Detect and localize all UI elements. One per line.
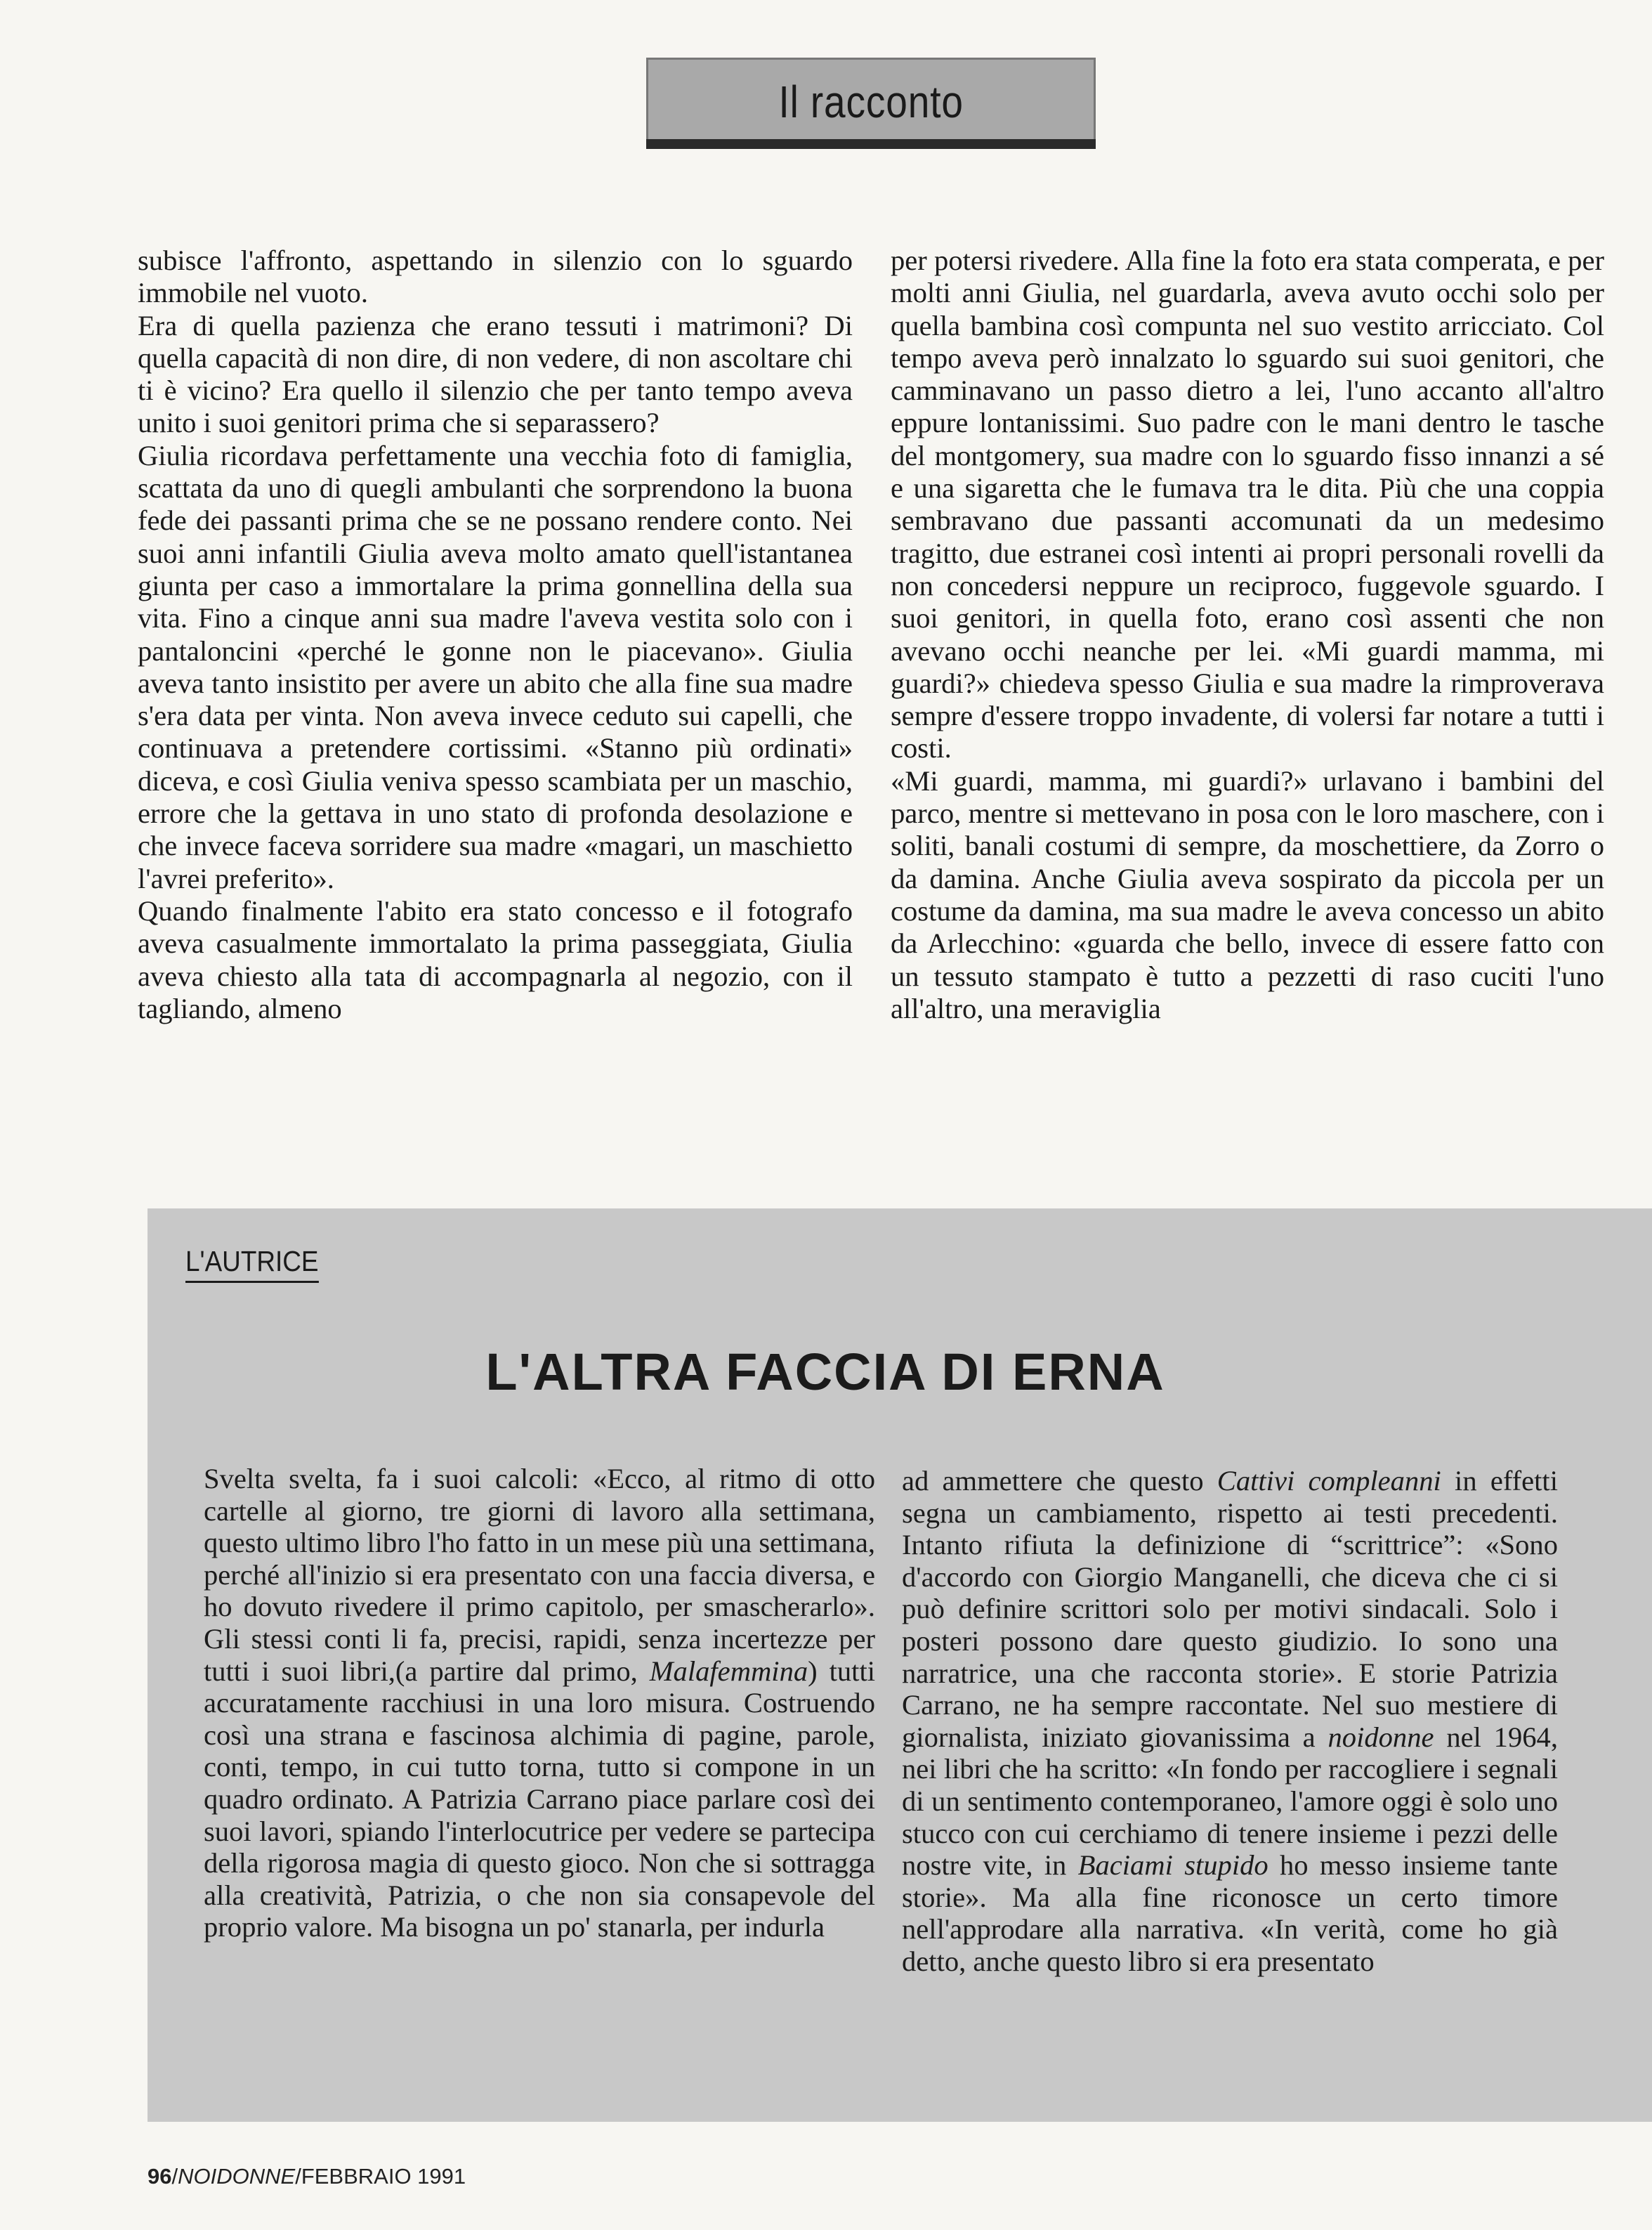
sidebar-text: ) tutti accuratamente racchiusi in una loro misura. Costruendo così una strana e fascinosa alchimia di pagine, parole, conti, tempo, in cui tutto torna, tutto si compone in un quadro ordinato. A Patrizia Carrano piace parlare così dei suoi lavori, spiando l'interlocutrice per vedere se partecipa della rigorosa magia di questo gioco. Non che si sottragga alla creatività, Patrizia, o che non sia consapevole del proprio valore. Ma bisogna un po' stanarla, per indurla <box>204 1655 875 1943</box>
sidebar-title: L'ALTRA FACCIA DI ERNA <box>485 1343 1165 1401</box>
sidebar-paragraph <box>204 1463 875 1943</box>
book-title: Baciami stupido <box>1077 1849 1268 1882</box>
story-paragraph: subisce l'affronto, aspettando in silenzio con lo sguardo immobile nel vuoto. <box>138 244 853 309</box>
sidebar-kicker: L'AUTRICE <box>185 1245 319 1283</box>
story-column-left <box>138 244 853 1025</box>
sidebar-paragraph <box>902 1465 1558 1978</box>
sidebar-text: Svelta svelta, fa i suoi calcoli: «Ecco, al ritmo di otto cartelle al giorno, tre giorni di lavoro alla settimana, questo ultimo libro l'ho fatto in un mese più una settimana, perché all'inizio si era presentato con una faccia diversa, e ho dovuto rivedere il primo capitolo, per smascherarlo». Gli stessi conti li fa, precisi, rapidi, senza incertezze per tutti i suoi libri,(a partire dal primo, <box>204 1463 875 1687</box>
story-paragraph: Quando finalmente l'abito era stato concesso e il fotografo aveva casualmente immortalato la prima passeggiata, Giulia aveva chiesto alla tata di accompagnarla al negozio, con il tagliando, almeno <box>138 894 853 1024</box>
book-title: Cattivi compleanni <box>1217 1465 1441 1497</box>
story-paragraph: Giulia ricordava perfettamente una vecchia foto di famiglia, scattata da uno di quegli ambulanti che sorprendono la buona fede dei passanti prima che se ne possano rendere conto. Nei suoi anni infantili Giulia aveva molto amato quell'istantanea giunta per caso a immortalare la prima gonnellina della sua vita. Fino a cinque anni sua madre l'aveva vestita solo con i pantaloncini «perché le gonne non le piacevano». Giulia aveva tanto insistito per avere un abito che alla fine sua madre s'era data per vinta. Non aveva invece ceduto sui capelli, che continuava a pretendere cortissimi. «Stanno più ordinati» diceva, e così Giulia veniva spesso scambiata per un maschio, errore che la gettava in uno stato di profonda desolazione e che invece faceva sorridere sua madre «magari, un maschietto l'avrei preferito». <box>138 439 853 894</box>
magazine-title: NOIDONNE <box>178 2164 296 2189</box>
issue-date: FEBBRAIO 1991 <box>301 2164 466 2189</box>
section-title: Il racconto <box>778 76 964 127</box>
magazine-name: noidonne <box>1328 1721 1434 1753</box>
sidebar-text: in effetti segna un cambiamento, rispetto ai testi precedenti. Intanto rifiuta la definizione di “scrittrice”: «Sono d'accordo con Giorgio Manganelli, che diceva che ci si può definire scrittori solo per motivi sindacali. Solo i posteri possono dare questo giudizio. Io sono una narratrice, una che racconta storie». E storie Patrizia Carrano, ne ha sempre raccontate. Nel suo mestiere di giornalista, iniziato giovanissima a <box>902 1465 1558 1753</box>
section-header <box>646 58 1096 143</box>
book-title: Malafemmina <box>649 1655 808 1687</box>
story-paragraph: per potersi rivedere. Alla fine la foto era stata comperata, e per molti anni Giulia, nel guardarla, aveva avuto occhi solo per quella bambina così compunta nel suo vestito arricciato. Col tempo aveva però innalzato lo sguardo sui suoi genitori, che camminavano un passo dietro a lei, l'uno accanto all'altro eppure lontanissimi. Suo padre con le mani dentro le tasche del montgomery, sua madre con lo sguardo fisso innanzi a sé e una sigaretta che le fumava tra le dita. Più che una coppia sembravano due passanti accomunati da un medesimo tragitto, due estranei così intenti ai propri personali rovelli da non concedersi neppure un reciproco, fuggevole sguardo. I suoi genitori, in quella foto, erano così assenti che non avevano occhi neanche per lei. «Mi guardi mamma, mi guardi?» chiedeva spesso Giulia e sua madre la rimproverava sempre d'essere troppo invadente, di volersi far notare a tutti i costi. <box>891 244 1604 764</box>
sidebar-column-right <box>902 1465 1558 1978</box>
page-footer: 96/NOIDONNE/FEBBRAIO 1991 <box>148 2164 466 2189</box>
story-column-right <box>891 244 1604 1025</box>
author-sidebar <box>148 1208 1652 2122</box>
sidebar-text: nel 1964, nei libri che ha scritto: «In fondo per raccogliere i segnali di un sentimento contemporaneo, l'amore oggi è solo uno stucco con cui cerchiamo di tenere insieme i pezzi delle nostre vite, in <box>902 1721 1558 1882</box>
sidebar-text: ad ammettere che questo <box>902 1465 1217 1497</box>
page-number: 96 <box>148 2164 172 2189</box>
section-header-rule <box>646 139 1096 149</box>
story-paragraph: Era di quella pazienza che erano tessuti i matrimoni? Di quella capacità di non dire, di non vedere, di non ascoltare chi ti è vicino? Era quello il silenzio che per tanto tempo aveva unito i suoi genitori prima che si separassero? <box>138 309 853 439</box>
sidebar-column-left <box>204 1463 875 1943</box>
sidebar-text: ho messo insieme tante storie». Ma alla fine riconosce un certo timore nell'approdare alla narrativa. «In verità, come ho già detto, anche questo libro si era presentato <box>902 1849 1559 1977</box>
story-paragraph: «Mi guardi, mamma, mi guardi?» urlavano i bambini del parco, mentre si mettevano in posa con le loro maschere, con i soliti, banali costumi di sempre, da moschettiere, da Zorro o da damina. Anche Giulia aveva sospirato da piccola per un costume da damina, ma sua madre le aveva concesso un abito da Arlecchino: «guarda che bello, invece di essere fatto con un tessuto stampato è tutto a pezzetti di raso cuciti l'uno all'altro, una meraviglia <box>891 764 1604 1024</box>
